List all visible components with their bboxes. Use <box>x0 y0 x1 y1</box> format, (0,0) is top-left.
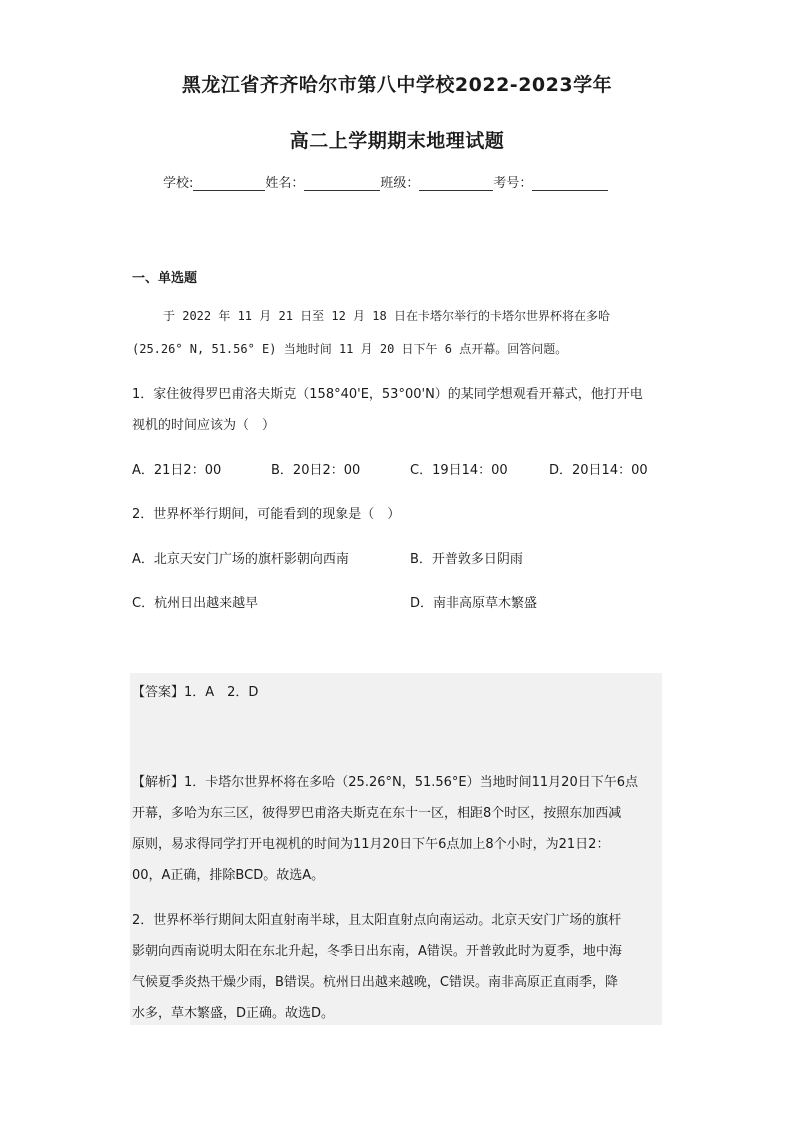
analysis-p1-line-4: 00，A正确，排除BCD。故选A。 <box>132 868 325 883</box>
analysis-p1-line-1: 【解析】1．卡塔尔世界杯将在多哈（25.26°N，51.56°E）当地时间11月20日下午6点 <box>132 775 638 790</box>
answer-text: 【答案】1．A 2．D <box>132 685 259 700</box>
document-title-line2: 高二上学期期末地理试题 <box>289 130 505 152</box>
number-field[interactable] <box>532 176 608 191</box>
question-1-option-b[interactable]: B．20日2：00 <box>271 463 361 478</box>
analysis-p1-line-2: 开幕，多哈为东三区，彼得罗巴甫洛夫斯克在东十一区，相距8个时区，按照东加西减 <box>132 806 622 821</box>
question-2-option-c[interactable]: C．杭州日出越来越早 <box>132 596 259 611</box>
section-title: 一、单选题 <box>132 271 198 286</box>
class-field[interactable] <box>419 176 493 191</box>
question-1-option-a[interactable]: A．21日2：00 <box>132 463 222 478</box>
question-1-option-c[interactable]: C．19日14：00 <box>410 463 508 478</box>
question-2-option-a[interactable]: A．北京天安门广场的旗杆影朝向西南 <box>132 552 349 567</box>
analysis-p2-line-1: 2．世界杯举行期间太阳直射南半球，且太阳直射点向南运动。北京天安门广场的旗杆 <box>132 913 622 928</box>
material-line-1: 于 2022 年 11 月 21 日至 12 月 18 日在卡塔尔举行的卡塔尔世界杯将在多哈 <box>163 309 610 323</box>
question-1-line-2: 视机的时间应该为（ ） <box>132 418 276 433</box>
class-label: 班级： <box>380 176 420 191</box>
question-2-option-d[interactable]: D．南非高原草木繁盛 <box>410 596 538 611</box>
name-label: 姓名： <box>265 176 305 191</box>
school-field[interactable] <box>193 176 265 191</box>
analysis-p2-line-2: 影朝向西南说明太阳在东北升起，冬季日出东南，A错误。开普敦此时为夏季，地中海 <box>132 944 622 959</box>
analysis-p1-line-3: 原则，易求得同学打开电视机的时间为11月20日下午6点加上8个小时，为21日2： <box>132 837 610 852</box>
number-label: 考号： <box>493 176 533 191</box>
analysis-p2-line-3: 气候夏季炎热干燥少雨，B错误。杭州日出越来越晚，C错误。南非高原正直雨季，降 <box>132 975 618 990</box>
question-2-option-b[interactable]: B．开普敦多日阴雨 <box>410 552 523 567</box>
document-title-line1: 黑龙江省齐齐哈尔市第八中学校2022-2023学年 <box>181 74 613 96</box>
analysis-p2-line-4: 水多，草木繁盛，D正确。故选D。 <box>132 1006 335 1021</box>
question-2-line-1: 2．世界杯举行期间，可能看到的现象是（ ） <box>132 507 401 522</box>
school-label: 学校: <box>163 176 194 191</box>
material-line-2: (25.26° N, 51.56° E) 当地时间 11 月 20 日下午 6 点开幕。回答问题。 <box>132 342 568 356</box>
question-1-line-1: 1．家住彼得罗巴甫洛夫斯克（158°40'E，53°00'N）的某同学想观看开幕式，他打开电 <box>132 387 643 402</box>
student-info-row <box>163 172 608 191</box>
name-field[interactable] <box>304 176 380 191</box>
question-1-option-d[interactable]: D．20日14：00 <box>549 463 648 478</box>
